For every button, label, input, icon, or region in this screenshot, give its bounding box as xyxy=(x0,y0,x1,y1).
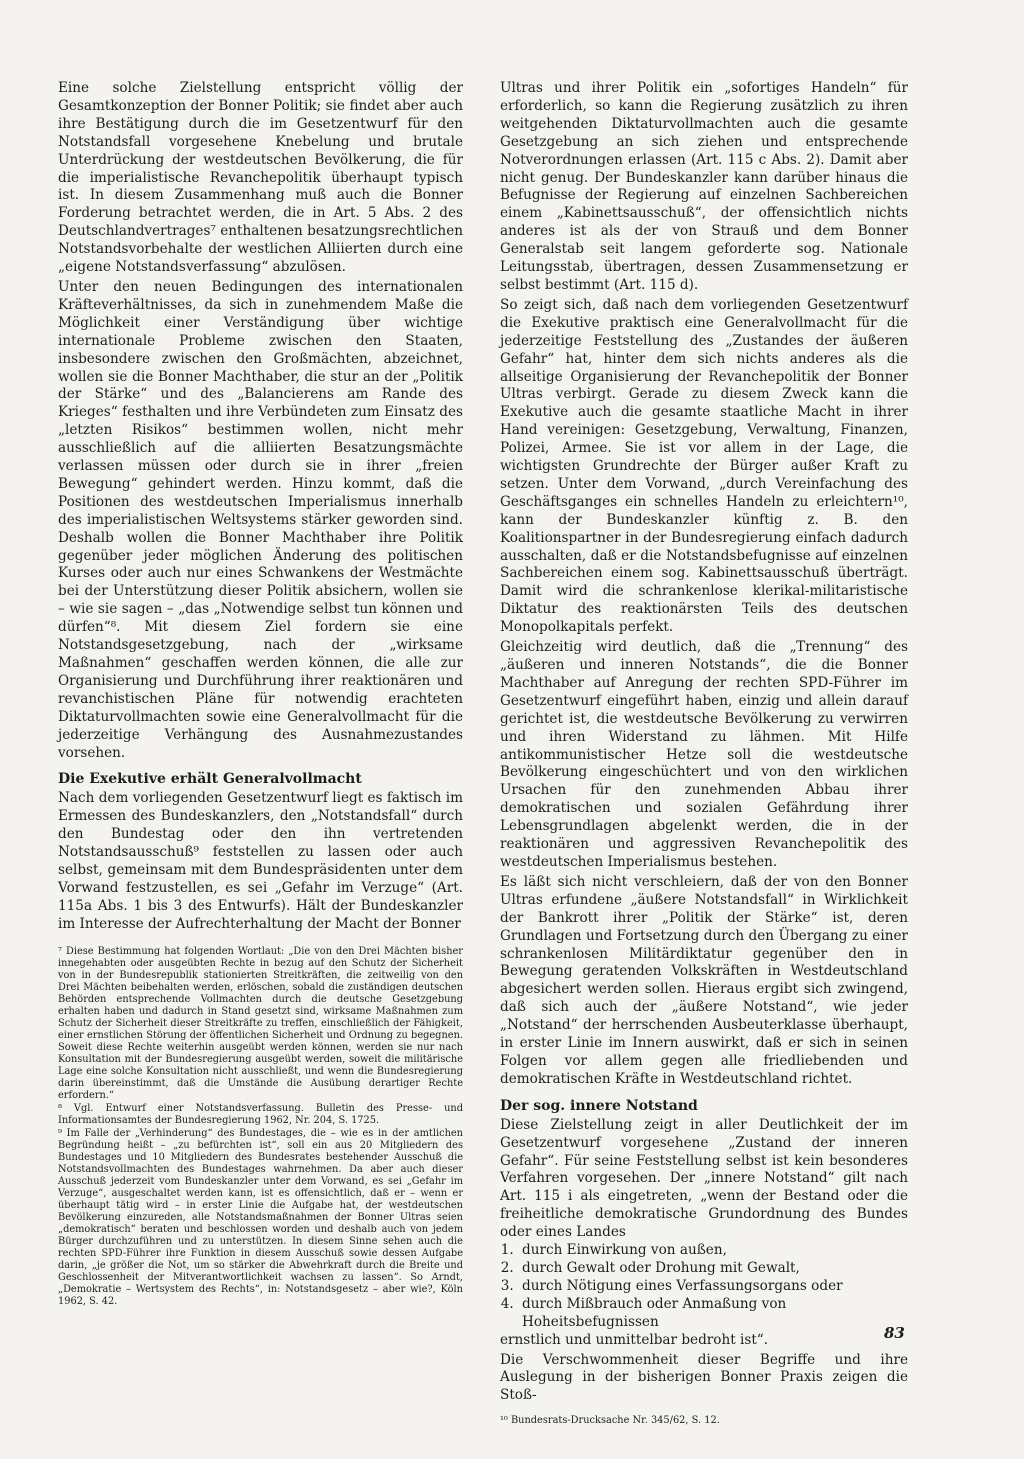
footnote: ⁸ Vgl. Entwurf einer Notstandsverfassung. Bulletin des Presse- und Informationsamtes der Bundesregierung 1962, Nr. 204, S. 1725. xyxy=(58,1102,463,1126)
footnote: ⁹ Im Falle der „Verhinderung“ des Bundestages, die – wie es in der amtlichen Begründung heißt – „zu befürchten ist“, soll ein aus 20 Mitgliedern des Bundestages und 10 Mitgliedern des Bundesrates bestehender Ausschuß die Notstandsvollmachten des Bundestages wahrnehmen. Da aber auch dieser Ausschuß jederzeit vom Bundeskanzler unter dem Vorwand, es sei „Gefahr im Verzuge“, ausgeschaltet werden kann, ist es offensichtlich, daß er – wenn er überhaupt tätig wird – in erster Linie die Aufgabe hat, der westdeutschen Bevölkerung einzureden, alle Notstandsmaßnahmen der Bonner Ultras seien „demokratisch“ beraten und beschlossen worden und deshalb auch von jedem Bürger durchzuführen und zu unterstützen. In diesem Sinne sehen auch die rechten SPD-Führer ihre Funktion in diesem Ausschuß sowie dessen Aufgabe darin, „je größer die Not, um so stärker die Abwehrkraft durch die Breite und Geschlossenheit der Mitverantwortlichkeit wachsen zu lassen“. So Arndt, „Demokratie – Wertsystem des Rechts“, in: Notstandsgesetz – aber wie?, Köln 1962, S. 42. xyxy=(58,1127,463,1307)
body-paragraph: Ultras und ihrer Politik ein „sofortiges Handeln“ für erforderlich, so kann die Regierung zusätzlich zu ihren weitgehenden Diktaturvollmachten auch die gesamte Gesetzgebung an sich ziehen und entsprechende Notverordnungen erlassen (Art. 115 c Abs. 2). Damit aber nicht genug. Der Bundeskanzler kann darüber hinaus die Befugnisse der Regierung auf einzelnen Sachbereichen einem „Kabinettsausschuß“, der offensichtlich nichts anderes ist als der von Strauß und dem Bonner Generalstab seit langem geforderte sog. Nationale Leitungsstab, übertragen, dessen Zusammensetzung er selbst bestimmt (Art. 115 d). xyxy=(500,80,908,293)
list-item: 3. durch Nötigung eines Verfassungsorgans oder xyxy=(518,1278,908,1296)
body-paragraph: Unter den neuen Bedingungen des internationalen Kräfteverhältnisses, da sich in zunehmendem Maße die Möglichkeit einer Verständigung über wichtige internationale Probleme zwischen den Staaten, insbesondere zwischen den Großmächten, abzeichnet, wollen sie die Bonner Machthaber, die stur an der „Politik der Stärke“ und des „Balancierens am Rande des Krieges“ festhalten und ihre Verbündeten zum Einsatz des „letzten Risikos“ bestimmen wollen, nicht mehr ausschließlich auf die alliierten Besatzungsmächte verlassen müssen oder durch sie in ihrer „freien Bewegung“ gehindert werden. Hinzu kommt, daß die Positionen des westdeutschen Imperialismus innerhalb des imperialistischen Weltsystems stärker geworden sind. Deshalb wollen die Bonner Machthaber ihre Politik gegenüber jeder möglichen Änderung des politischen Kurses oder auch nur eines Schwankens der Westmächte bei der Unterstützung dieser Politik absichern, wollen sie – wie sie sagen – „das „Notwendige selbst tun können und dürfen“⁸. Mit diesem Ziel fordern sie eine Notstandsgesetzgebung, nach der „wirksame Maßnahmen“ geschaffen werden können, die alle zur Organisierung und Durchführung ihrer reaktionären und revanchistischen Pläne für notwendig erachteten Diktaturvollmachten sowie eine Generalvollmacht für die jederzeitige Verhängung des Ausnahmezustandes vorsehen. xyxy=(58,278,463,761)
left-column xyxy=(58,80,463,1308)
section-heading: Die Exekutive erhält Generalvollmacht xyxy=(58,771,362,788)
body-paragraph: Eine solche Zielstellung entspricht völlig der Gesamtkonzeption der Bonner Politik; sie findet aber auch ihre Bestätigung durch die im Gesetzentwurf für den Notstandsfall vorgesehene Knebelung und brutale Unterdrückung der westdeutschen Bevölkerung, die für die imperialistische Revanchepolitik überhaupt typisch ist. In diesem Zusammenhang muß auch die Bonner Forderung betrachtet werden, die in Art. 5 Abs. 2 des Deutschlandvertrages⁷ enthaltenen besatzungsrechtlichen Notstandsvorbehalte der westlichen Alliierten durch eine „eigene Notstandsverfassung“ abzulösen. xyxy=(58,80,463,276)
footnote: ⁷ Diese Bestimmung hat folgenden Wortlaut: „Die von den Drei Mächten bisher innegehabten oder ausgeübten Rechte in bezug auf den Schutz der Sicherheit von in der Bundesrepublik stationierten Streitkräften, die zeitweilig von den Drei Mächten beibehalten werden, erlöschen, sobald die zuständigen deutschen Behörden entsprechende Vollmachten durch die deutsche Gesetzgebung erhalten haben und dadurch in Stand gesetzt sind, wirksame Maßnahmen zum Schutz der Sicherheit dieser Streitkräfte zu treffen, einschließlich der Fähigkeit, einer ernstlichen Störung der öffentlichen Sicherheit und Ordnung zu begegnen. Soweit diese Rechte weiterhin ausgeübt werden können, werden sie nur nach Konsultation mit der Bundesregierung ausgeübt werden, soweit die militärische Lage eine solche Konsultation nicht ausschließt, und wenn die Bundesregierung darin übereinstimmt, daß die Umstände die Ausübung derartiger Rechte erfordern.“ xyxy=(58,945,463,1101)
right-column xyxy=(500,80,908,1427)
footnote: ¹⁰ Bundesrats-Drucksache Nr. 345/62, S. 12. xyxy=(500,1415,720,1427)
body-paragraph: Es läßt sich nicht verschleiern, daß der von den Bonner Ultras erfundene „äußere Notstandsfall“ in Wirklichkeit der Bankrott ihrer „Politik der Stärke“ ist, deren Grundlagen und Fortsetzung durch den Übergang zu einer schrankenlosen Militärdiktatur gegenüber den in Bewegung geratenden Volkskräften in Westdeutschland abgesichert werden sollen. Hieraus ergibt sich zwingend, daß sich auch der „äußere Notstand“, wie jeder „Notstand“ der herrschenden Ausbeuterklasse überhaupt, in erster Linie im Innern auswirkt, daß er sich in seinen Folgen vor allem gegen alle friedliebenden und demokratischen Kräfte in Westdeutschland richtet. xyxy=(500,873,908,1087)
list-item: 2. durch Gewalt oder Drohung mit Gewalt, xyxy=(518,1260,908,1278)
body-paragraph: ernstlich und unmittelbar bedroht ist“. xyxy=(500,1331,769,1348)
section-heading: Der sog. innere Notstand xyxy=(500,1097,698,1114)
body-paragraph: So zeigt sich, daß nach dem vorliegenden Gesetzentwurf die Exekutive praktisch eine Generalvollmacht für die jederzeitige Feststellung des „Zustandes der äußeren Gefahr“ hat, hinter dem sich nichts anderes als die allseitige Organisierung der Revanchepolitik der Bonner Ultras verbirgt. Gerade zu diesem Zweck kann die Exekutive auch die gesamte staatliche Macht in ihrer Hand vereinigen: Gesetzgebung, Verwaltung, Finanzen, Polizei, Armee. Sie ist vor allem in der Lage, die wichtigsten Grundrechte der Bürger außer Kraft zu setzen. Unter dem Vorwand, „durch Vereinfachung des Geschäftsganges ein schnelles Handeln zu erleichtern¹⁰, kann der Bundeskanzler künftig z. B. den Koalitionspartner in der Bundesregierung einfach dadurch ausschalten, daß er die Notstandsbefugnisse auf einzelnen Sachbereichen einem sog. Kabinettsausschuß überträgt. Damit wird die schrankenlose klerikal-militaristische Diktatur des reaktionärsten Teils des deutschen Monopolkapitals perfekt. xyxy=(500,296,908,636)
body-paragraph: Nach dem vorliegenden Gesetzentwurf liegt es faktisch im Ermessen des Bundeskanzlers, den „Notstandsfall“ durch den Bundestag oder den ihn vertretenden Notstandsausschuß⁹ feststellen zu lassen oder auch selbst, gemeinsam mit dem Bundespräsidenten unter dem Vorwand festzustellen, es sei „Gefahr im Verzuge“ (Art. 115a Abs. 1 bis 3 des Entwurfs). Hält der Bundeskanzler im Interesse der Aufrechterhaltung der Macht der Bonner xyxy=(58,790,463,932)
list-item: 4. durch Mißbrauch oder Anmaßung von Hoheitsbefugnissen xyxy=(518,1296,908,1332)
list-item: 1. durch Einwirkung von außen, xyxy=(518,1242,908,1260)
body-paragraph: Diese Zielstellung zeigt in aller Deutlichkeit der im Gesetzentwurf vorgesehene „Zustand der inneren Gefahr“. Für seine Feststellung selbst ist kein besonderes Verfahren vorgesehen. Der „innere Notstand“ gilt nach Art. 115 i als eingetreten, „wenn der Bestand oder die freiheitliche demokratische Grundordnung des Bundes oder eines Landes xyxy=(500,1116,908,1241)
body-paragraph: Gleichzeitig wird deutlich, daß die „Trennung“ des „äußeren und inneren Notstands“, die die Bonner Machthaber auf Anregung der rechten SPD-Führer im Gesetzentwurf eingeführt haben, einzig und allein darauf gerichtet ist, die westdeutsche Bevölkerung zu verwirren und ihren Widerstand zu lähmen. Mit Hilfe antikommunistischer Hetze soll die westdeutsche Bevölkerung eingeschüchtert und von den wirklichen Ursachen für den zunehmenden Abbau ihrer demokratischen und sozialen Gefährdung ihrer Lebensgrundlagen abgelenkt werden, die in der reaktionären und aggressiven Revanchepolitik des westdeutschen Imperialismus bestehen. xyxy=(500,639,908,870)
numbered-list xyxy=(500,1242,908,1332)
page-number: 83 xyxy=(884,1324,905,1342)
body-paragraph: Die Verschwommenheit dieser Begriffe und ihre Auslegung in der bisherigen Bonner Praxis zeigen die Stoß- xyxy=(500,1351,908,1404)
